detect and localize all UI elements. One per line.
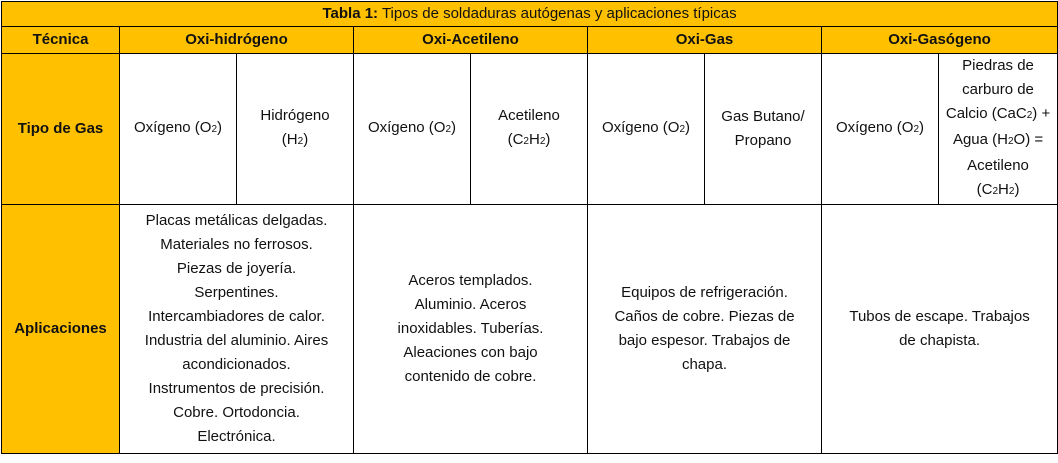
cell-text: (C bbox=[507, 131, 524, 148]
cell-line: Industria del aluminio. Aires bbox=[144, 332, 329, 349]
cell-text: ) bbox=[1014, 181, 1020, 198]
cell-line: Instrumentos de precisión. bbox=[148, 380, 325, 397]
cell-line bbox=[941, 128, 1055, 154]
cell-text: Calcio (CaC bbox=[945, 105, 1027, 122]
cell-text: Oxígeno (O bbox=[835, 119, 914, 136]
cell-text: Oxígeno (O bbox=[133, 119, 212, 136]
cell-line bbox=[239, 128, 351, 154]
cell-gasogeno-oxigeno bbox=[822, 54, 939, 205]
subscript: 2 bbox=[445, 124, 452, 135]
cell-line: de chapista. bbox=[899, 332, 980, 349]
subscript: 2 bbox=[523, 136, 529, 147]
cell-line: Tubos de escape. Trabajos bbox=[849, 308, 1030, 325]
subscript: 2 bbox=[992, 186, 999, 197]
cell-acetileno-aplicaciones bbox=[354, 205, 588, 454]
subscript: 2 bbox=[297, 136, 304, 147]
table-title-text: Tipos de soldaduras autógenas y aplicaciones típicas bbox=[378, 5, 737, 22]
subscript: 2 bbox=[1026, 110, 1033, 121]
title-row bbox=[2, 2, 1058, 27]
cell-gas-butano bbox=[705, 54, 822, 205]
subscript: 2 bbox=[1008, 186, 1015, 197]
row-label-tipo-de-gas: Tipo de Gas bbox=[2, 54, 120, 205]
cell-text: ) bbox=[919, 119, 925, 136]
cell-text: (C bbox=[976, 181, 993, 198]
cell-line bbox=[941, 102, 1055, 128]
cell-text: ) bbox=[303, 131, 309, 148]
cell-line: Cobre. Ortodoncia. bbox=[173, 404, 300, 421]
cell-gas-aplicaciones bbox=[588, 205, 822, 454]
table-title-label: Tabla 1: bbox=[322, 5, 379, 22]
cell-line: Hidrógeno bbox=[260, 107, 330, 124]
cell-text: H bbox=[998, 181, 1009, 198]
welding-types-table bbox=[1, 1, 1058, 454]
cell-line bbox=[941, 178, 1055, 204]
cell-text: ) bbox=[545, 131, 551, 148]
cell-line: contenido de cobre. bbox=[404, 368, 537, 385]
subscript: 2 bbox=[1007, 136, 1014, 147]
cell-text: Oxígeno (O bbox=[367, 119, 446, 136]
cell-line: Acetileno bbox=[498, 107, 560, 124]
cell-text: ) + bbox=[1032, 105, 1051, 122]
row-label-aplicaciones: Aplicaciones bbox=[2, 205, 120, 454]
cell-line bbox=[473, 128, 585, 154]
cell-line: Aceros templados. bbox=[408, 272, 533, 289]
cell-line: Caños de cobre. Piezas de bbox=[614, 308, 795, 325]
cell-line: Propano bbox=[734, 132, 792, 149]
cell-text: Oxígeno (O bbox=[601, 119, 680, 136]
header-row bbox=[2, 27, 1058, 54]
cell-gasogeno-aplicaciones bbox=[822, 205, 1058, 454]
cell-hidrogeno-aplicaciones bbox=[120, 205, 354, 454]
cell-line: Placas metálicas delgadas. bbox=[145, 212, 328, 229]
cell-line: Intercambiadores de calor. bbox=[148, 308, 325, 325]
cell-line: Piezas de joyería. bbox=[176, 260, 297, 277]
cell-text: Agua (H bbox=[952, 131, 1008, 148]
subscript: 2 bbox=[913, 124, 920, 135]
header-oxi-hidrogeno: Oxi-hidrógeno bbox=[120, 27, 354, 54]
cell-acetileno-gas bbox=[471, 54, 588, 205]
cell-line: Gas Butano/ bbox=[721, 108, 805, 125]
cell-line: inoxidables. Tuberías. bbox=[397, 320, 544, 337]
cell-line: Serpentines. bbox=[194, 284, 279, 301]
cell-line: carburo de bbox=[962, 81, 1034, 98]
cell-text: (H bbox=[281, 131, 298, 148]
cell-text: ) bbox=[217, 119, 223, 136]
subscript: 2 bbox=[539, 136, 546, 147]
gas-type-row bbox=[2, 54, 1058, 205]
cell-line: Aluminio. Aceros bbox=[414, 296, 527, 313]
cell-text: H bbox=[528, 131, 540, 148]
header-oxi-acetileno: Oxi-Acetileno bbox=[354, 27, 588, 54]
cell-line: Equipos de refrigeración. bbox=[621, 284, 788, 301]
subscript: 2 bbox=[211, 124, 218, 135]
cell-line: Acetileno bbox=[967, 157, 1029, 174]
header-tecnica: Técnica bbox=[2, 27, 120, 54]
cell-line: Aleaciones con bajo bbox=[403, 344, 538, 361]
cell-text: O) = bbox=[1013, 131, 1044, 148]
cell-line: bajo espesor. Trabajos de bbox=[618, 332, 791, 349]
cell-gasogeno-carburo bbox=[939, 54, 1058, 205]
header-oxi-gasogeno: Oxi-Gasógeno bbox=[822, 27, 1058, 54]
cell-line: Electrónica. bbox=[197, 428, 276, 445]
cell-line: acondicionados. bbox=[182, 356, 291, 373]
cell-line: Materiales no ferrosos. bbox=[160, 236, 313, 253]
cell-hidrogeno-gas bbox=[237, 54, 354, 205]
applications-row bbox=[2, 205, 1058, 454]
cell-gas-oxigeno bbox=[588, 54, 705, 205]
cell-hidrogeno-oxigeno bbox=[120, 54, 237, 205]
cell-line: chapa. bbox=[681, 356, 728, 373]
table-title bbox=[2, 2, 1058, 27]
subscript: 2 bbox=[679, 124, 686, 135]
header-oxi-gas: Oxi-Gas bbox=[588, 27, 822, 54]
cell-text: ) bbox=[451, 119, 457, 136]
cell-line: Piedras de bbox=[962, 57, 1034, 74]
cell-text: ) bbox=[685, 119, 691, 136]
cell-acetileno-oxigeno bbox=[354, 54, 471, 205]
